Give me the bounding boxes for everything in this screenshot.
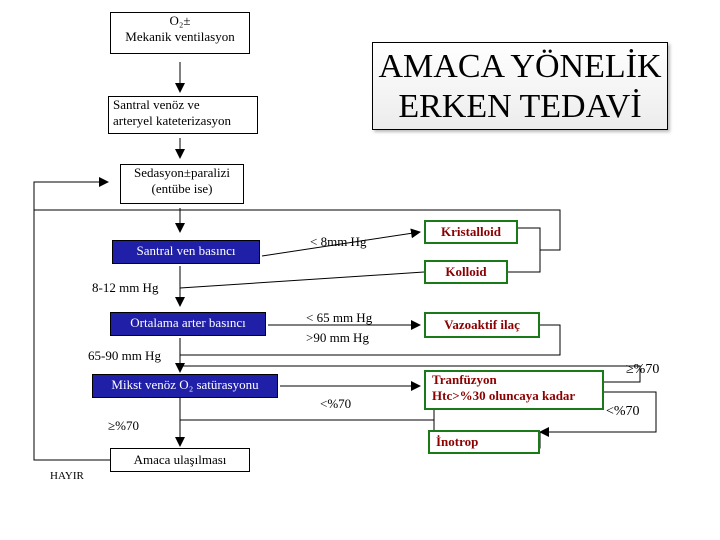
map-high-label: >90 mm Hg (306, 330, 369, 345)
goal-box: Amaca ulaşılması (110, 448, 250, 472)
catheter-line-1: Santral venöz ve (113, 97, 200, 112)
svo2-ok-label: ≥%70 (108, 418, 139, 433)
map-box: Ortalama arter basıncı (110, 312, 266, 336)
oxygen-ventilation-box (110, 12, 250, 54)
colloid-box: Kolloid (424, 260, 508, 284)
map-ok-label: 65-90 mm Hg (88, 348, 161, 363)
transfusion-box (424, 370, 604, 410)
title-line-2: ERKEN TEDAVİ (398, 88, 642, 125)
no-label: HAYIR (50, 470, 84, 482)
vasoactive-box: Vazoaktif ilaç (424, 312, 540, 338)
sedation-line-2: (entübe ise) (151, 181, 213, 196)
transfusion-ok-label: ≥%70 (626, 362, 660, 377)
sedation-box (120, 164, 244, 204)
sedation-line-1: Sedasyon±paralizi (134, 165, 230, 180)
title-line-1: AMACA YÖNELİK (378, 48, 662, 85)
svo2-low-label: <%70 (320, 396, 352, 411)
cvp-low-label: < 8mm Hg (310, 234, 367, 249)
transfusion-line-1: Tranfüzyon (432, 372, 497, 387)
transfusion-low-label: <%70 (606, 404, 640, 419)
map-low-label: < 65 mm Hg (306, 310, 373, 325)
oxygen-line: O₂± (169, 13, 191, 28)
ventilation-line: Mekanik ventilasyon (125, 29, 235, 44)
catheter-line-2: arteryel kateterizasyon (113, 113, 232, 128)
catheterization-box (108, 96, 258, 134)
cvp-ok-label: 8-12 mm Hg (92, 280, 159, 295)
page-title (372, 42, 668, 130)
svo2-box: Mikst venöz O₂ satürasyonu (92, 374, 278, 398)
transfusion-line-2: Htc>%30 oluncaya kadar (432, 388, 576, 403)
cvp-box: Santral ven basıncı (112, 240, 260, 264)
inotrope-box: İnotrop (428, 430, 540, 454)
crystalloid-box: Kristalloid (424, 220, 518, 244)
